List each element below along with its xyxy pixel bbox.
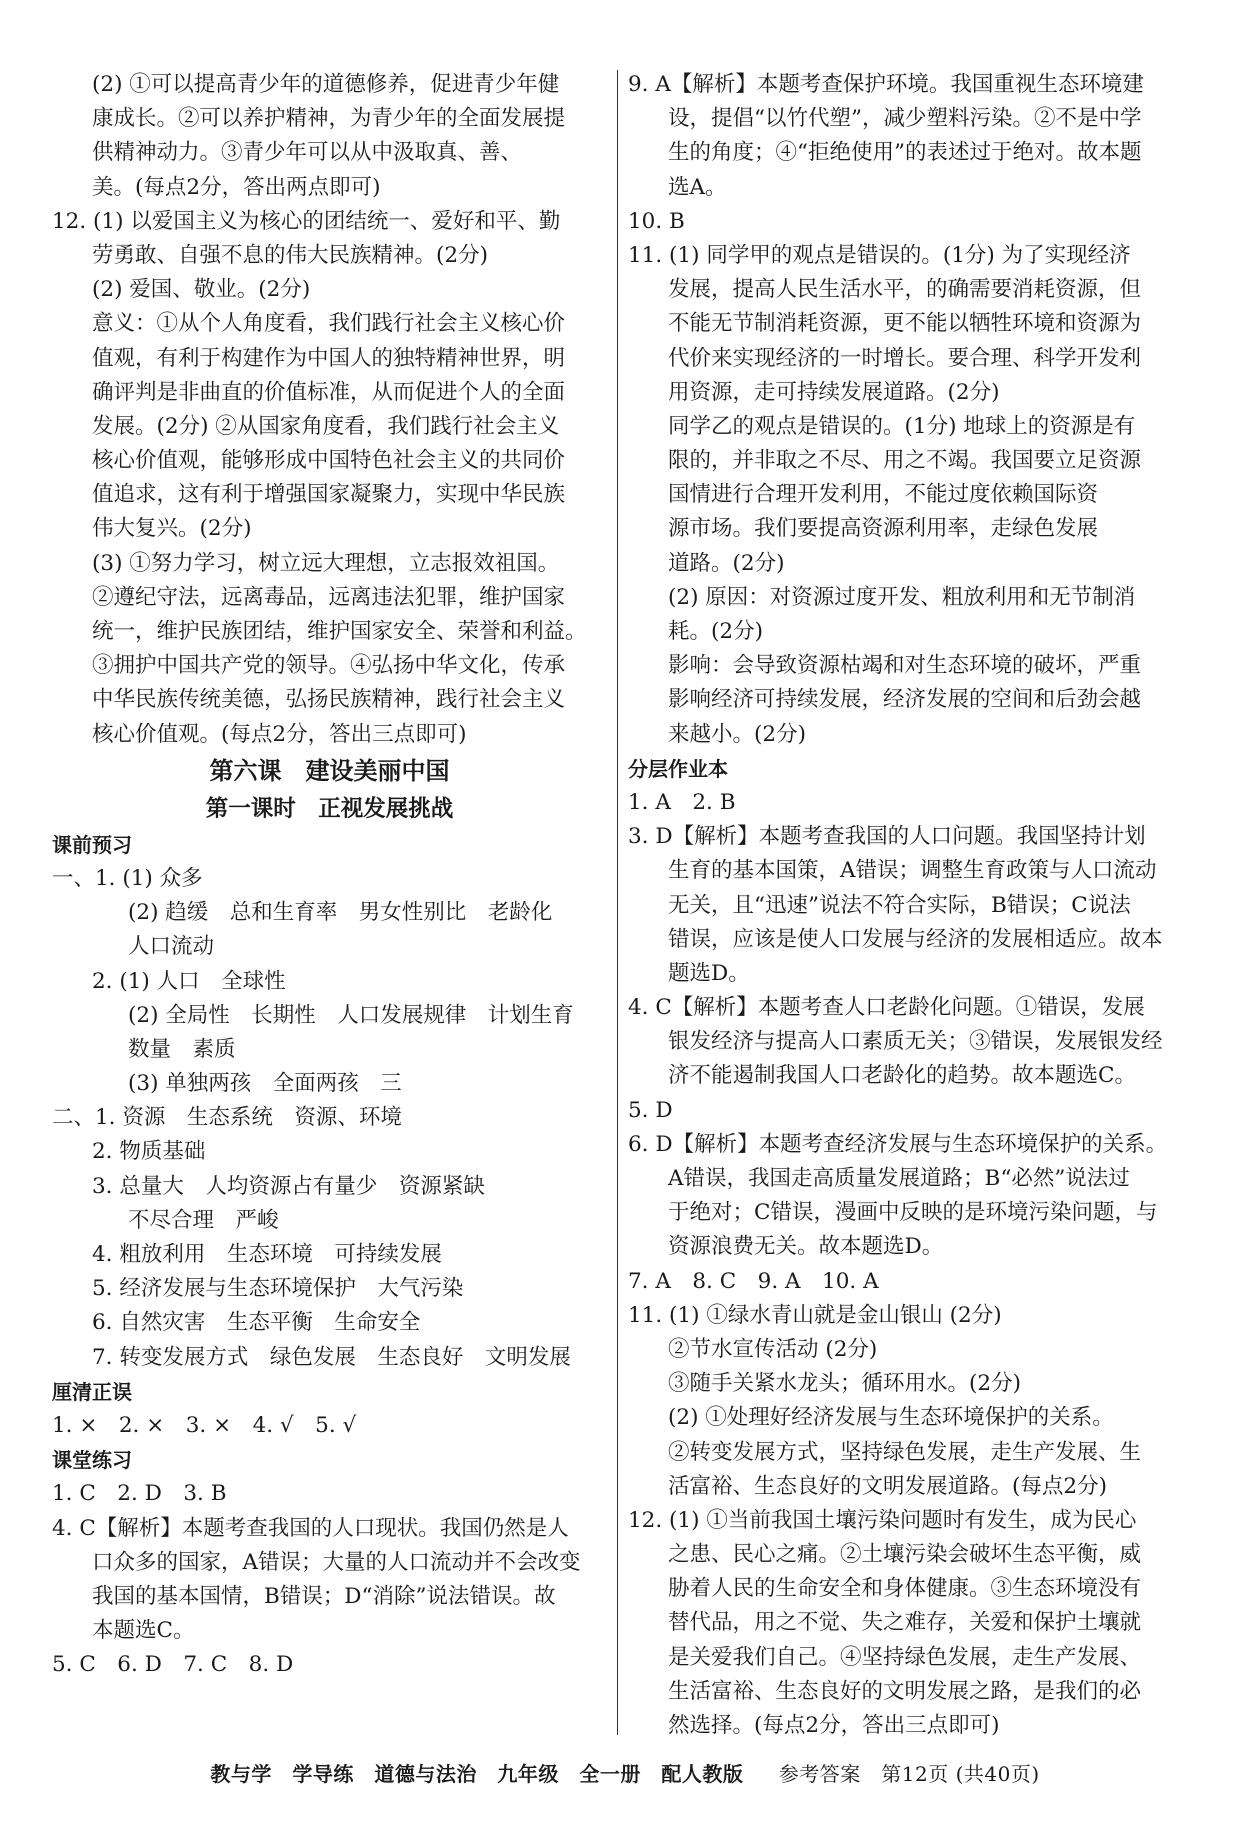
answer-line: 7. A 8. C 9. A 10. A bbox=[628, 1268, 879, 1294]
column-divider bbox=[617, 70, 618, 1735]
answer-line: 替代品，用之不觉、失之难存，关爱和保护土壤就 bbox=[668, 1610, 1142, 1636]
answer-line: ②遵纪守法，远离毒品，远离违法犯罪，维护国家 bbox=[92, 584, 566, 610]
answer-line: 5. C 6. D 7. C 8. D bbox=[52, 1652, 294, 1678]
answer-line: 伟大复兴。(2分) bbox=[92, 516, 252, 542]
answer-line: 12. (1) 以爱国主义为核心的团结统一、爱好和平、勤 bbox=[52, 208, 561, 234]
answer-line: 9. A【解析】本题考查保护环境。我国重视生态环境建 bbox=[628, 72, 1144, 97]
answer-line: A错误，我国走高质量发展道路；B“必然”说法过 bbox=[668, 1166, 1130, 1191]
answer-line: 不能无节制消耗资源，更不能以牺牲环境和资源为 bbox=[668, 311, 1142, 337]
answer-line: 道路。(2分) bbox=[668, 550, 785, 576]
answer-line: 胁着人民的生命安全和身体健康。③生态环境没有 bbox=[668, 1576, 1142, 1602]
answer-line: 确评判是非曲直的价值标准，从而促进个人的全面 bbox=[92, 379, 566, 405]
answer-line: 5. 经济发展与生态环境保护 大气污染 bbox=[92, 1276, 464, 1302]
page-footer bbox=[0, 1758, 1250, 1787]
answer-line: 于绝对；C错误，漫画中反映的是环境污染问题，与 bbox=[668, 1200, 1158, 1226]
answer-line: 耗。(2分) bbox=[668, 619, 763, 644]
answer-line: 1. C 2. D 3. B bbox=[52, 1481, 227, 1507]
answer-line: 本题选C。 bbox=[92, 1618, 195, 1644]
answer-line: 3. D【解析】本题考查我国的人口问题。我国坚持计划 bbox=[628, 824, 1146, 850]
answer-line: 一、1. (1) 众多 bbox=[52, 865, 203, 891]
answer-line: 6. D【解析】本题考查经济发展与生态环境保护的关系。 bbox=[628, 1131, 1168, 1157]
answer-line: (2) 趋缓 总和生育率 男女性别比 老龄化 bbox=[128, 900, 553, 926]
answer-line: (2) ①处理好经济发展与生态环境保护的关系。 bbox=[668, 1405, 1114, 1431]
answer-line: 生的角度；④“拒绝使用”的表述过于绝对。故本题 bbox=[668, 140, 1142, 166]
answer-line: 来越小。(2分) bbox=[668, 721, 806, 747]
answer-line: (3) ①努力学习，树立远大理想，立志报效祖国。 bbox=[92, 550, 560, 576]
answer-line: 劳勇敢、自强不息的伟大民族精神。(2分) bbox=[92, 242, 488, 268]
answer-line: 康成长。②可以养护精神，为青少年的全面发展提 bbox=[92, 106, 566, 132]
answer-line: 值观，有利于构建作为中国人的独特精神世界，明 bbox=[92, 345, 566, 371]
answer-line: 发展。(2分) ②从国家角度看，我们践行社会主义 bbox=[92, 413, 560, 439]
answer-line: 供精神动力。③青少年可以从中汲取真、善、 bbox=[92, 140, 523, 166]
answer-line: 我国的基本国情，B错误；D“消除”说法错误。故 bbox=[92, 1583, 556, 1609]
answer-line: 银发经济与提高人口素质无关；③错误，发展银发经 bbox=[668, 1029, 1163, 1055]
answer-line: 1. A 2. B bbox=[628, 789, 736, 815]
answer-line: 美。(每点2分，答出两点即可) bbox=[92, 174, 381, 200]
answer-line: 错误，应该是使人口发展与经济的发展相适应。故本 bbox=[668, 926, 1163, 952]
left-column bbox=[52, 68, 607, 1682]
answer-line: 生育的基本国策，A错误；调整生育政策与人口流动 bbox=[668, 858, 1157, 884]
answer-line: 3. 总量大 人均资源占有量少 资源紧缺 bbox=[92, 1173, 485, 1199]
answer-line: (2) 原因：对资源过度开发、粗放利用和无节制消 bbox=[668, 584, 1136, 610]
answer-line: 国情进行合理开发利用，不能过度依赖国际资 bbox=[668, 482, 1099, 508]
answer-line: 之患、民心之痛。②土壤污染会破坏生态平衡，威 bbox=[668, 1542, 1142, 1568]
answer-line: 代价来实现经济的一时增长。要合理、科学开发利 bbox=[668, 345, 1142, 371]
answer-line: (2) ①可以提高青少年的道德修养，促进青少年健 bbox=[92, 72, 560, 97]
lesson-title: 第六课 建设美丽中国 bbox=[209, 755, 450, 785]
answer-line: 选A。 bbox=[668, 174, 727, 200]
answer-line: 4. C【解析】本题考查我国的人口现状。我国仍然是人 bbox=[52, 1515, 569, 1541]
answer-line: 5. D bbox=[628, 1097, 673, 1123]
answer-line: 同学乙的观点是错误的。(1分) 地球上的资源是有 bbox=[668, 413, 1136, 439]
answer-line: 生活富裕、生态良好的文明发展之路，是我们的必 bbox=[668, 1678, 1142, 1704]
answer-line: 核心价值观，能够形成中国特色社会主义的共同价 bbox=[92, 448, 566, 474]
answer-line: 10. B bbox=[628, 208, 685, 234]
answer-line: 发展，提高人民生活水平，的确需要消耗资源，但 bbox=[668, 277, 1142, 303]
answer-line: 值追求，这有利于增强国家凝聚力，实现中华民族 bbox=[92, 482, 566, 508]
answer-line: 设，提倡“以竹代塑”，减少塑料污染。②不是中学 bbox=[668, 106, 1142, 132]
answer-line: 2. (1) 人口 全球性 bbox=[92, 968, 286, 994]
section-heading: 厘清正误 bbox=[52, 1379, 132, 1404]
answer-line: 人口流动 bbox=[128, 934, 215, 960]
answer-line: 7. 转变发展方式 绿色发展 生态良好 文明发展 bbox=[92, 1344, 571, 1370]
answer-line: (2) 全局性 长期性 人口发展规律 计划生育 bbox=[128, 1002, 574, 1028]
answer-line: 影响经济可持续发展，经济发展的空间和后劲会越 bbox=[668, 687, 1142, 713]
answer-line: 意义：①从个人角度看，我们践行社会主义核心价 bbox=[92, 311, 566, 337]
answer-line: 12. (1) ①当前我国土壤污染问题时有发生，成为民心 bbox=[628, 1507, 1137, 1533]
right-column bbox=[628, 68, 1188, 1743]
answer-line: 11. (1) 同学甲的观点是错误的。(1分) 为了实现经济 bbox=[628, 242, 1131, 268]
answer-line: 无关，且“迅速”说法不符合实际，B错误；C说法 bbox=[668, 892, 1131, 918]
answer-line: 活富裕、生态良好的文明发展道路。(每点2分) bbox=[668, 1473, 1107, 1499]
answer-line: 是关爱我们自己。④坚持绿色发展，走生产发展、 bbox=[668, 1644, 1142, 1670]
section-heading: 分层作业本 bbox=[628, 756, 728, 781]
answer-line: 影响：会导致资源枯竭和对生态环境的破坏，严重 bbox=[668, 653, 1142, 679]
section-subtitle: 第一课时 正视发展挑战 bbox=[205, 795, 454, 822]
answer-line: 题选D。 bbox=[668, 960, 750, 986]
answer-line: 中华民族传统美德，弘扬民族精神，践行社会主义 bbox=[92, 687, 566, 713]
answer-line: 限的，并非取之不尽、用之不竭。我国要立足资源 bbox=[668, 448, 1142, 474]
answer-line: 4. C【解析】本题考查人口老龄化问题。①错误，发展 bbox=[628, 995, 1145, 1021]
answer-line: 然选择。(每点2分，答出三点即可) bbox=[668, 1713, 1000, 1738]
answer-line: 统一，维护民族团结，维护国家安全、荣誉和利益。 bbox=[92, 619, 587, 644]
answer-line: ②节水宣传活动 (2分) bbox=[668, 1336, 878, 1362]
answer-line: (2) 爱国、敬业。(2分) bbox=[92, 277, 311, 303]
section-heading: 课堂练习 bbox=[52, 1448, 132, 1473]
answer-line: 2. 物质基础 bbox=[92, 1139, 206, 1165]
footer-book-title: 教与学 学导练 道德与法治 九年级 全一册 配人教版 bbox=[210, 1762, 744, 1786]
answer-line: 济不能遏制我国人口老龄化的趋势。故本题选C。 bbox=[668, 1063, 1136, 1089]
answer-line: 核心价值观。(每点2分，答出三点即可) bbox=[92, 721, 467, 747]
answer-line: 用资源，走可持续发展道路。(2分) bbox=[668, 379, 1000, 405]
answer-line: (3) 单独两孩 全面两孩 三 bbox=[128, 1071, 402, 1097]
answer-line: 11. (1) ①绿水青山就是金山银山 (2分) bbox=[628, 1302, 1002, 1328]
answer-line: 4. 粗放利用 生态环境 可持续发展 bbox=[92, 1242, 442, 1267]
answer-line: ③拥护中国共产党的领导。④弘扬中华文化，传承 bbox=[92, 653, 566, 679]
answer-line: 口众多的国家，A错误；大量的人口流动并不会改变 bbox=[92, 1549, 581, 1575]
section-heading: 课前预习 bbox=[52, 832, 132, 857]
answer-line: 1. × 2. × 3. × 4. √ 5. √ bbox=[52, 1412, 357, 1438]
answer-line: ②转变发展方式，坚持绿色发展，走生产发展、生 bbox=[668, 1439, 1142, 1465]
answer-line: 6. 自然灾害 生态平衡 生命安全 bbox=[92, 1310, 421, 1336]
answer-line: 数量 素质 bbox=[128, 1036, 236, 1062]
answer-line: 资源浪费无关。故本题选D。 bbox=[668, 1234, 944, 1260]
answer-line: 不尽合理 严峻 bbox=[128, 1207, 279, 1233]
answer-line: 源市场。我们要提高资源利用率，走绿色发展 bbox=[668, 516, 1099, 542]
answer-line: ③随手关紧水龙头；循环用水。(2分) bbox=[668, 1371, 1021, 1397]
answer-line: 二、1. 资源 生态系统 资源、环境 bbox=[52, 1105, 402, 1131]
footer-page-info: 参考答案 第12页 (共40页) bbox=[778, 1762, 1040, 1786]
